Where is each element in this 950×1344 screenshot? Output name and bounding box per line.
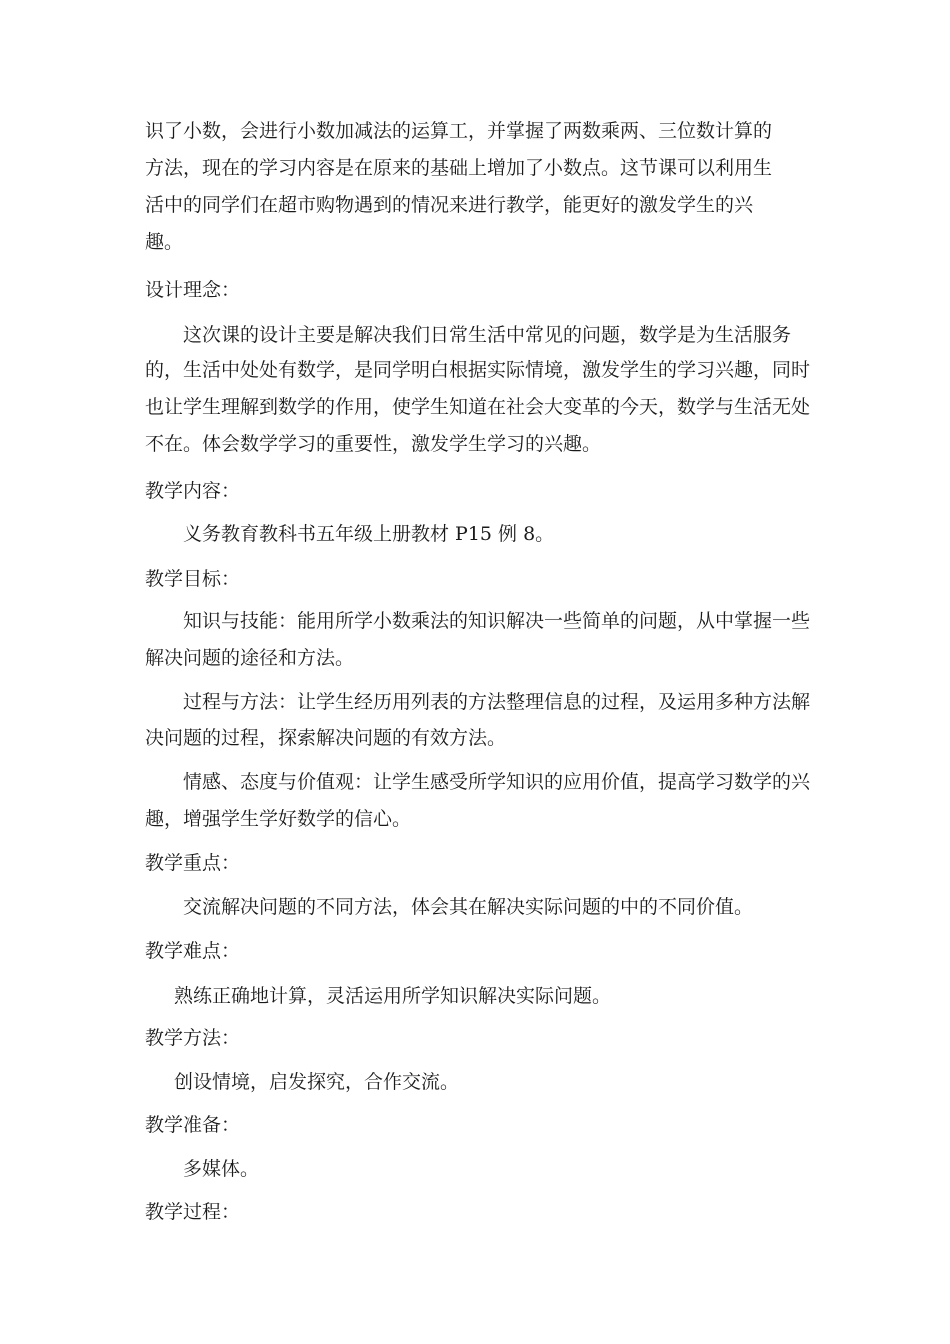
intro-line-4: 趣。 bbox=[145, 231, 184, 253]
intro-line-1: 识了小数，会进行小数加减法的运算工，并掌握了两数乘两、三位数计算的 bbox=[145, 120, 773, 142]
preparation-text: 多媒体。 bbox=[183, 1158, 260, 1180]
goals-emotion-line-1: 情感、态度与价值观：让学生感受所学知识的应用价值，提高学习数学的兴 bbox=[183, 771, 811, 793]
process-heading: 教学过程： bbox=[145, 1201, 241, 1223]
methods-heading: 教学方法： bbox=[145, 1027, 241, 1049]
content-heading: 教学内容： bbox=[145, 480, 241, 502]
design-concept-line-2: 的，生活中处处有数学，是同学明白根据实际情境，激发学生的学习兴趣，同时 bbox=[145, 359, 811, 381]
design-concept-heading: 设计理念： bbox=[145, 279, 241, 301]
key-points-heading: 教学重点： bbox=[145, 852, 241, 874]
design-concept-line-4: 不在。体会数学学习的重要性，激发学生学习的兴趣。 bbox=[145, 433, 602, 455]
goals-process-line-1: 过程与方法：让学生经历用列表的方法整理信息的过程，及运用多种方法解 bbox=[183, 691, 811, 713]
intro-line-2: 方法，现在的学习内容是在原来的基础上增加了小数点。这节课可以利用生 bbox=[145, 157, 773, 179]
goals-knowledge-line-1: 知识与技能：能用所学小数乘法的知识解决一些简单的问题，从中掌握一些 bbox=[183, 610, 811, 632]
difficulties-heading: 教学难点： bbox=[145, 940, 241, 962]
goals-knowledge-line-2: 解决问题的途径和方法。 bbox=[145, 647, 355, 669]
design-concept-line-1: 这次课的设计主要是解决我们日常生活中常见的问题，数学是为生活服务 bbox=[183, 324, 792, 346]
intro-line-3: 活中的同学们在超市购物遇到的情况来进行教学，能更好的激发学生的兴 bbox=[145, 194, 754, 216]
key-points-text: 交流解决问题的不同方法，体会其在解决实际问题的中的不同价值。 bbox=[183, 896, 754, 918]
goals-process-line-2: 决问题的过程，探索解决问题的有效方法。 bbox=[145, 727, 507, 749]
preparation-heading: 教学准备： bbox=[145, 1114, 241, 1136]
goals-emotion-line-2: 趣，增强学生学好数学的信心。 bbox=[145, 808, 412, 830]
methods-text: 创设情境，启发探究，合作交流。 bbox=[174, 1071, 460, 1093]
content-text: 义务教育教科书五年级上册教材 P15 例 8。 bbox=[183, 523, 555, 545]
goals-heading: 教学目标： bbox=[145, 568, 241, 590]
design-concept-line-3: 也让学生理解到数学的作用，使学生知道在社会大变革的今天，数学与生活无处 bbox=[145, 396, 811, 418]
difficulties-text: 熟练正确地计算，灵活运用所学知识解决实际问题。 bbox=[174, 985, 612, 1007]
